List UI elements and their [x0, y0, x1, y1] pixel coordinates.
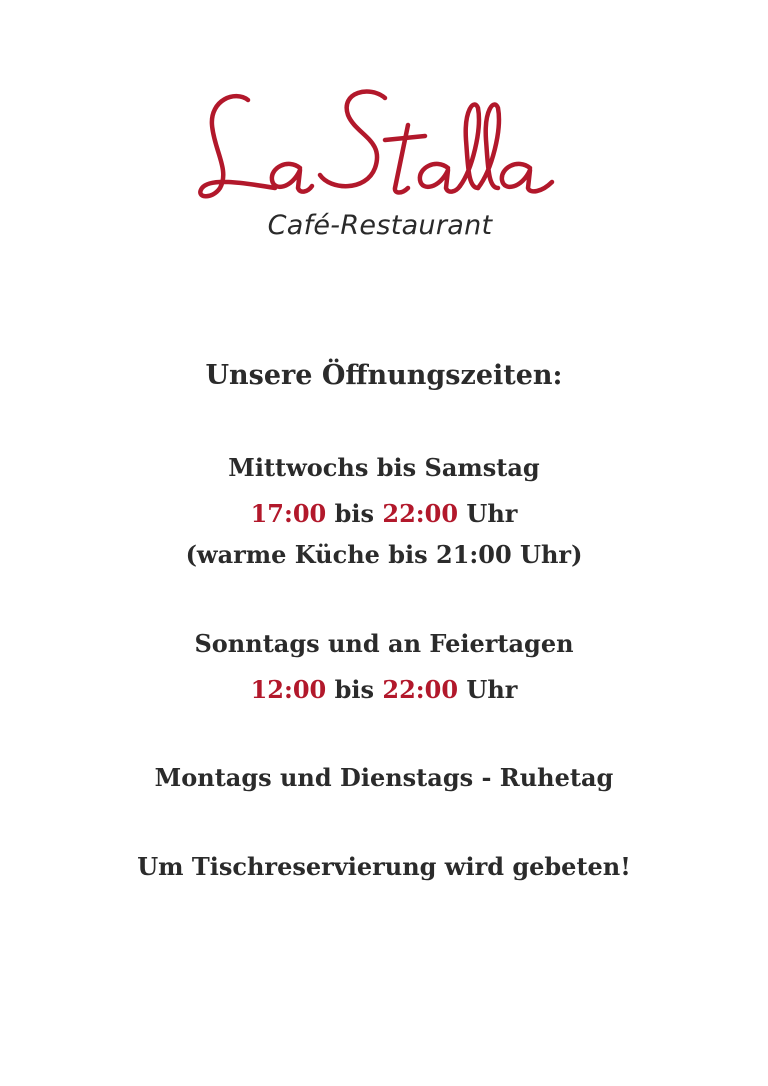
sunday-suffix: Uhr: [466, 675, 518, 704]
weekday-days: Mittwochs bis Samstag: [228, 453, 540, 482]
weekday-close-time: 22:00: [382, 499, 459, 528]
weekday-hours: [0, 499, 768, 528]
sunday-open-time: 12:00: [250, 675, 327, 704]
la-stalla-script-logo: [180, 70, 590, 215]
sunday-hours: [0, 675, 768, 704]
reservation-note: Um Tischreservierung wird gebeten!: [137, 852, 631, 881]
closed-days-note: Montags und Dienstags - Ruhetag: [154, 763, 614, 792]
kitchen-note: (warme Küche bis 21:00 Uhr): [185, 540, 583, 569]
logo: [0, 70, 768, 215]
sunday-days: Sonntags und an Feiertagen: [194, 629, 574, 658]
weekday-open-time: 17:00: [250, 499, 327, 528]
subtitle: Café-Restaurant: [267, 210, 493, 241]
sunday-connector: bis: [334, 675, 375, 704]
weekday-connector: bis: [334, 499, 375, 528]
weekday-suffix: Uhr: [466, 499, 518, 528]
sunday-close-time: 22:00: [382, 675, 459, 704]
opening-hours-heading: Unsere Öffnungszeiten:: [205, 360, 563, 391]
